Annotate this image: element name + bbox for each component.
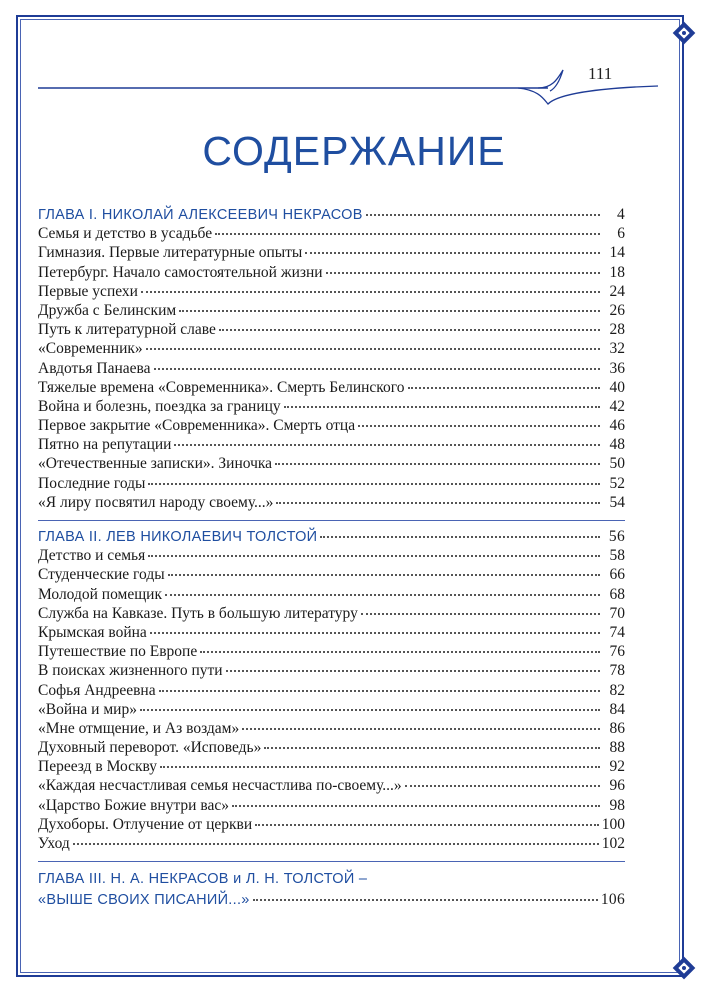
page-ref: 84 [609, 700, 625, 718]
page-ref: 66 [609, 566, 625, 584]
page-ref: 58 [609, 547, 625, 565]
leader-dots [264, 747, 600, 749]
toc-entry-title: Последние годы [38, 474, 146, 492]
toc-entry-title: Семья и детство в усадьбе [38, 225, 213, 243]
page-ref: 54 [609, 493, 625, 511]
leader-dots [361, 613, 600, 615]
leader-dots [242, 728, 600, 730]
corner-ornament-top-icon [672, 21, 696, 45]
page-ref: 68 [609, 585, 625, 603]
section-divider [38, 520, 625, 521]
leader-dots [160, 766, 600, 768]
toc-entry[interactable] [38, 719, 625, 738]
leader-dots [275, 463, 600, 465]
page-ref: 52 [609, 474, 625, 492]
section-divider [38, 861, 625, 862]
leader-dots [200, 651, 600, 653]
leader-dots [148, 555, 600, 557]
leader-dots [174, 444, 600, 446]
leader-dots [141, 291, 600, 293]
chapter-1-items [38, 224, 625, 512]
leader-dots [146, 348, 600, 350]
leader-dots [232, 805, 600, 807]
toc-entry-title: Служба на Кавказе. Путь в большую литературу [38, 604, 358, 622]
leader-dots [215, 233, 600, 235]
toc-entry[interactable] [38, 604, 625, 623]
leader-dots [150, 632, 600, 634]
page-ref: 6 [617, 225, 625, 243]
toc-entry-title: Крымская война [38, 623, 147, 641]
page-ref: 48 [609, 436, 625, 454]
toc-entry[interactable] [38, 378, 625, 397]
leader-dots [159, 690, 600, 692]
toc-entry[interactable] [38, 661, 625, 680]
page-ref: 40 [609, 378, 625, 396]
page-ref: 96 [609, 777, 625, 795]
toc-entry-title: Духоборы. Отлучение от церкви [38, 815, 253, 833]
page-ref: 92 [609, 758, 625, 776]
chapter-title: ГЛАВА II. ЛЕВ НИКОЛАЕВИЧ ТОЛСТОЙ [38, 529, 318, 545]
page-ref: 82 [609, 681, 625, 699]
toc-entry[interactable] [38, 796, 625, 815]
leader-dots [226, 670, 600, 672]
toc-entry-title: Тяжелые времена «Современника». Смерть Белинского [38, 378, 405, 396]
header-flourish-icon [38, 58, 658, 108]
toc-entry-title: Софья Андреевна [38, 681, 156, 699]
toc-entry-title: Студенческие годы [38, 566, 165, 584]
toc-entry[interactable] [38, 339, 625, 358]
leader-dots [405, 785, 600, 787]
toc-entry-title: Война и болезнь, поездка за границу [38, 397, 281, 415]
page-ref: 100 [601, 815, 625, 833]
page-ref: 36 [609, 359, 625, 377]
toc-entry-title: «Современник» [38, 340, 143, 358]
page-ref: 70 [609, 604, 625, 622]
toc-entry-title: «Война и мир» [38, 700, 137, 718]
toc-entry[interactable] [38, 493, 625, 512]
page-ref: 50 [609, 455, 625, 473]
chapter-2-heading[interactable] [38, 527, 625, 546]
leader-dots [219, 329, 600, 331]
toc-entry-title: Первые успехи [38, 282, 138, 300]
toc-entry-title: Духовный переворот. «Исповедь» [38, 739, 262, 757]
chapter-1-heading[interactable] [38, 205, 625, 224]
toc-entry-title: Путь к литературной славе [38, 321, 216, 339]
toc-entry[interactable] [38, 757, 625, 776]
toc-entry[interactable] [38, 435, 625, 454]
toc-entry[interactable] [38, 546, 625, 565]
toc-entry[interactable] [38, 585, 625, 604]
page-ref: 106 [600, 891, 625, 909]
page-ref: 88 [609, 739, 625, 757]
page-ref: 74 [609, 623, 625, 641]
leader-dots [148, 483, 600, 485]
toc-entry-title: «Каждая несчастливая семья несчастлива по-своему...» [38, 777, 402, 795]
page-ref: 98 [609, 796, 625, 814]
toc-entry[interactable] [38, 623, 625, 642]
toc-entry[interactable] [38, 454, 625, 473]
toc-entry[interactable] [38, 700, 625, 719]
toc-entry[interactable] [38, 397, 625, 416]
leader-dots [320, 536, 600, 538]
toc-entry[interactable] [38, 642, 625, 661]
leader-dots [366, 214, 600, 216]
toc-entry[interactable] [38, 282, 625, 301]
toc-entry-title: Пятно на репутации [38, 436, 172, 454]
leader-dots [253, 899, 598, 901]
page-ref: 86 [609, 719, 625, 737]
toc-entry[interactable] [38, 320, 625, 339]
toc-entry-title: Гимназия. Первые литературные опыты [38, 244, 303, 262]
leader-dots [165, 594, 600, 596]
chapter-2-items [38, 546, 625, 853]
leader-dots [408, 387, 600, 389]
toc-entry[interactable] [38, 243, 625, 262]
toc-entry[interactable] [38, 565, 625, 584]
chapter-3-heading-line2[interactable] [38, 890, 625, 909]
page-ref: 18 [609, 263, 625, 281]
page-ref: 4 [616, 206, 625, 223]
page-ref: 42 [609, 397, 625, 415]
leader-dots [276, 502, 600, 504]
chapter-title: ГЛАВА I. НИКОЛАЙ АЛЕКСЕЕВИЧ НЕКРАСОВ [38, 207, 363, 223]
page-ref: 78 [609, 662, 625, 680]
toc-entry[interactable] [38, 474, 625, 493]
leader-dots [168, 574, 600, 576]
page-title: СОДЕРЖАНИЕ [202, 128, 506, 174]
toc-entry-title: Дружба с Белинским [38, 301, 177, 319]
page-ref: 28 [609, 321, 625, 339]
page-ref: 46 [609, 417, 625, 435]
toc-entry-title: Переезд в Москву [38, 758, 158, 776]
leader-dots [358, 425, 600, 427]
toc-entry-title: Авдотья Панаева [38, 359, 151, 377]
toc-entry-title: Детство и семья [38, 547, 146, 565]
page-ref: 26 [609, 301, 625, 319]
leader-dots [326, 272, 600, 274]
toc-entry-title: «Я лиру посвятил народу своему...» [38, 493, 274, 511]
toc-entry-title: Петербург. Начало самостоятельной жизни [38, 263, 323, 281]
toc-entry[interactable] [38, 359, 625, 378]
chapter-3-heading-line1[interactable]: ГЛАВА III. Н. А. НЕКРАСОВ и Л. Н. ТОЛСТОЙ – [38, 871, 368, 888]
page-ref: 32 [609, 340, 625, 358]
page-ref: 76 [609, 643, 625, 661]
leader-dots [73, 843, 599, 845]
leader-dots [179, 310, 600, 312]
leader-dots [140, 709, 600, 711]
toc-entry-title: Уход [38, 835, 70, 852]
toc-entry[interactable] [38, 416, 625, 435]
page-ref: 56 [608, 528, 625, 545]
toc-entry[interactable] [38, 301, 625, 320]
page-number: 111 [588, 64, 613, 83]
chapter-title: «ВЫШЕ СВОИХ ПИСАНИЙ...» [38, 892, 250, 909]
toc-entry[interactable] [38, 738, 625, 757]
toc-entry[interactable] [38, 815, 625, 834]
leader-dots [255, 824, 599, 826]
toc-entry-title: «Царство Божие внутри вас» [38, 796, 229, 814]
toc-entry-title: «Отечественные записки». Зиночка [38, 455, 273, 473]
toc-entry-title: Путешествие по Европе [38, 643, 198, 661]
table-of-contents [38, 205, 625, 909]
leader-dots [154, 368, 600, 370]
toc-entry-title: Первое закрытие «Современника». Смерть отца [38, 417, 356, 435]
page-ref: 14 [609, 244, 625, 262]
leader-dots [305, 252, 600, 254]
toc-entry-title: В поисках жизненного пути [38, 662, 223, 680]
leader-dots [284, 406, 600, 408]
toc-entry-title: Молодой помещик [38, 585, 162, 603]
toc-entry[interactable] [38, 776, 625, 795]
toc-entry[interactable] [38, 681, 625, 700]
toc-entry[interactable] [38, 224, 625, 243]
page-ref: 24 [609, 282, 625, 300]
page-ref: 102 [601, 835, 625, 852]
corner-ornament-bottom-icon [672, 956, 696, 980]
toc-entry[interactable] [38, 263, 625, 282]
toc-entry[interactable] [38, 834, 625, 853]
toc-entry-title: «Мне отмщение, и Аз воздам» [38, 719, 240, 737]
